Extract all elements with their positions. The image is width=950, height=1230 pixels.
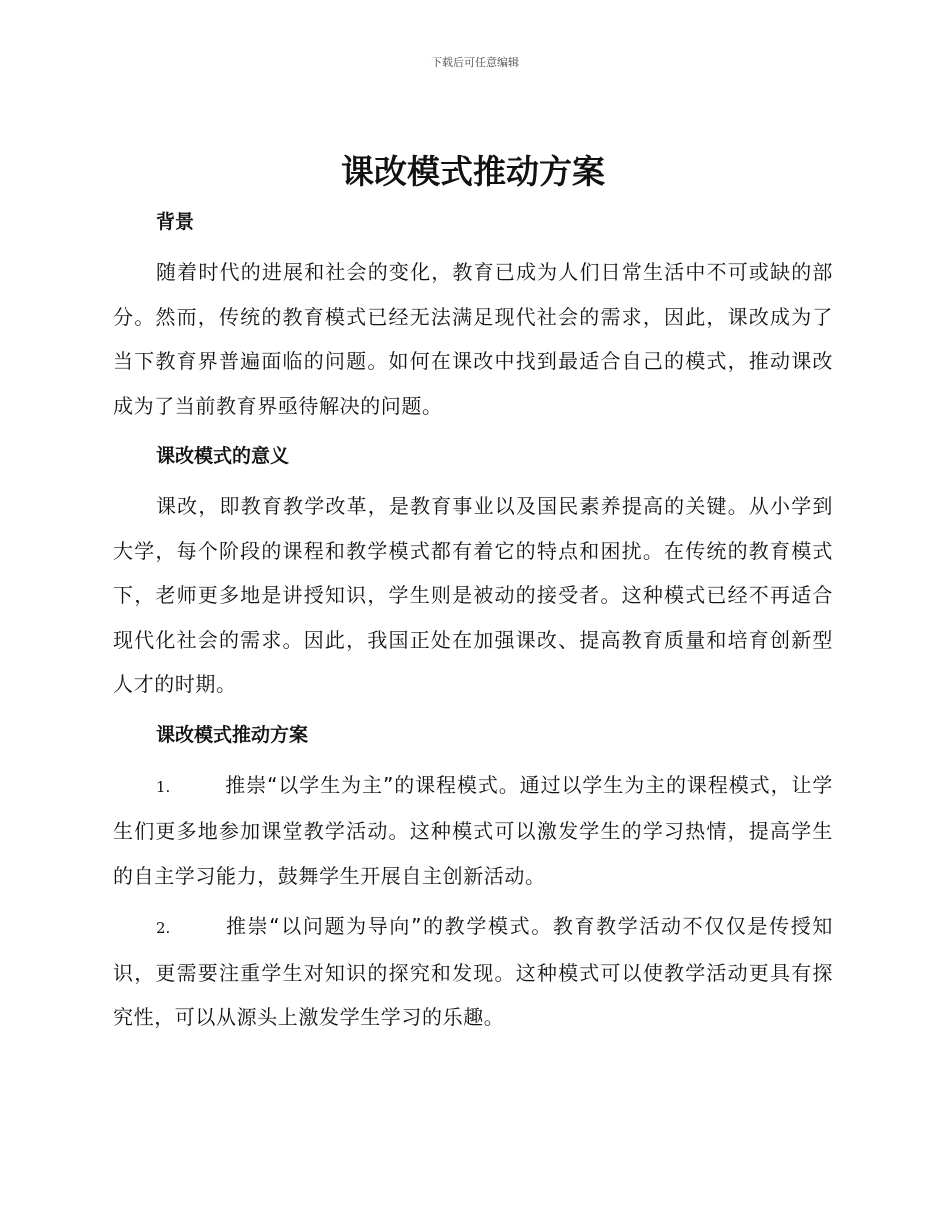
section-heading: 课改模式推动方案 [156,723,309,746]
document-title: 课改模式推动方案 [341,152,605,191]
section-background [113,200,833,428]
list-item-text: 推崇“以问题为导向”的教学模式。教育教学活动不仅仅是传授知识，更需要注重学生对知识的探究和发现。这种模式可以使教学活动更具有探究性，可以从源头上激发学生学习的乐趣。 [113,914,833,1029]
section-heading: 课改模式的意义 [156,445,290,467]
section-paragraph: 课改，即教育教学改革，是教育事业以及国民素养提高的关键。从小学到大学，每个阶段的课程和教学模式都有着它的特点和困扰。在传统的教育模式下，老师更多地是讲授知识，学生则是被动的接受者。这种模式已经不再适合现代化社会的需求。因此，我国正处在加强课改、提高教育质量和培育创新型人才的时期。 [113,494,833,696]
list-item-number: 2. [156,919,171,937]
list-item-text: 推崇“以学生为主”的课程模式。通过以学生为主的课程模式，让学生们更多地参加课堂教学活动。这种模式可以激发学生的学习热情，提高学生的自主学习能力，鼓舞学生开展自主创新活动。 [113,772,833,888]
section-paragraph: 随着时代的进展和社会的变化，教育已成为人们日常生活中不可或缺的部分。然而，传统的教育模式已经无法满足现代社会的需求，因此，课改成为了当下教育界普遍面临的问题。如何在课改中找到最适合自己的模式，推动课改成为了当前教育界亟待解决的问题。 [113,260,833,418]
header-note: 下载后可任意编辑 [431,56,519,69]
list-item [113,763,833,899]
list-item-number: 1. [156,777,171,796]
document-body [113,146,833,1046]
section-significance [113,434,833,707]
section-plan [113,713,833,1040]
section-heading: 背景 [156,211,195,233]
list-item [113,904,833,1040]
